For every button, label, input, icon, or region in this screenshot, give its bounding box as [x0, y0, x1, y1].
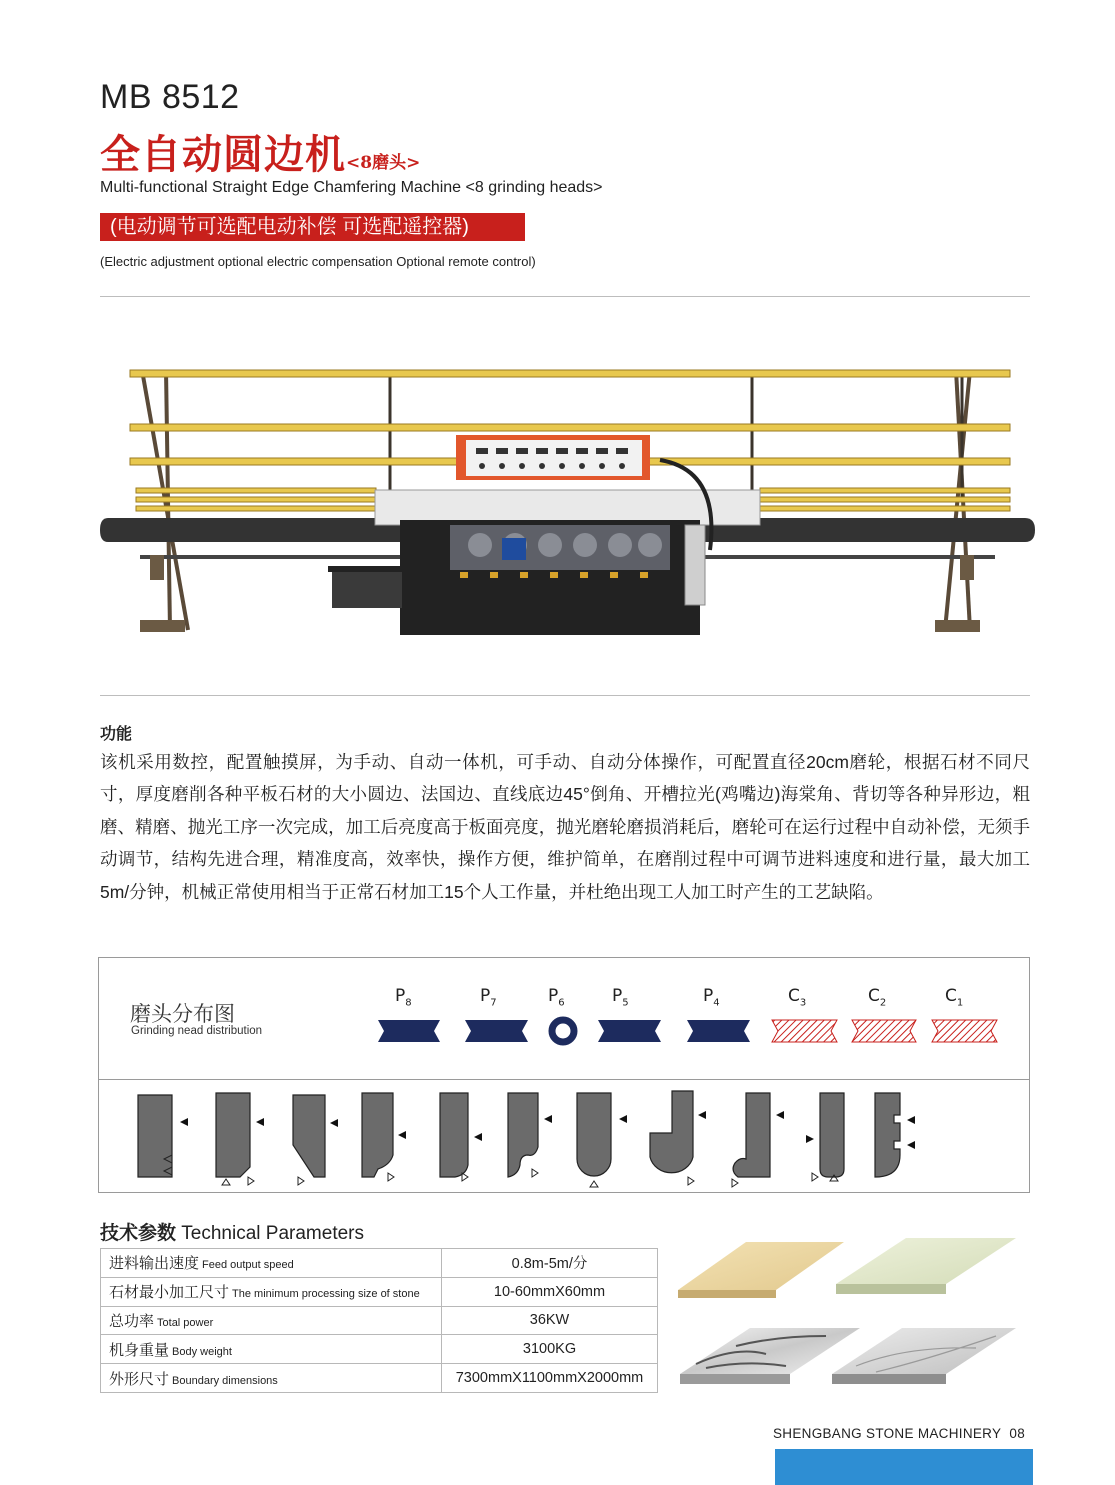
profile-11: [875, 1093, 900, 1177]
profile-7: [577, 1093, 611, 1176]
head-label-c1: [945, 986, 963, 1008]
edge-profiles: [110, 1085, 1020, 1190]
machine-photo: [100, 340, 1035, 650]
param-label: [101, 1364, 442, 1393]
tech-title-en: Technical Parameters: [181, 1223, 364, 1244]
page-number: 08: [1009, 1426, 1026, 1441]
param-value: 7300mmX1100mmX2000mm: [442, 1364, 658, 1393]
machine-housing: [375, 490, 760, 525]
head-number: 5: [622, 997, 629, 1009]
profile-3: [293, 1095, 325, 1177]
grinding-panel-divider: [98, 1079, 1030, 1080]
head-label-p7: [480, 986, 497, 1008]
brand-name: SHENGBANG STONE MACHINERY: [773, 1426, 1002, 1441]
profile-8: [650, 1091, 693, 1173]
grinding-title-en: Grinding nead distribution: [131, 1025, 263, 1037]
sample-slabs: [676, 1236, 1021, 1396]
divider-middle: [100, 695, 1030, 696]
wheel-p7: [465, 1020, 528, 1042]
model-number: MB 8512: [100, 78, 240, 116]
params-table: [100, 1248, 658, 1393]
table-row: [101, 1249, 658, 1278]
param-value: 36KW: [442, 1306, 658, 1335]
head-label-c2: [868, 986, 886, 1008]
profile-5: [440, 1093, 468, 1177]
param-label: [101, 1306, 442, 1335]
head-label-p8: [395, 986, 412, 1008]
head-letter: P: [395, 986, 406, 1006]
wheel-c2: [852, 1020, 916, 1042]
profile-2: [216, 1093, 250, 1177]
head-letter: P: [548, 986, 559, 1006]
profile-9: [733, 1093, 770, 1177]
motor: [332, 572, 402, 608]
slab-marble-light: [832, 1328, 1016, 1374]
function-title: 功能: [100, 726, 133, 743]
tech-title-cn: 技术参数: [100, 1223, 177, 1244]
table-row: [101, 1364, 658, 1393]
param-cn: 总功率: [109, 1312, 155, 1330]
param-value: 3100KG: [442, 1335, 658, 1364]
param-en: The minimum processing size of stone: [232, 1288, 420, 1301]
param-value: 10-60mmX60mm: [442, 1277, 658, 1306]
table-row: [101, 1277, 658, 1306]
head-label-c3: [788, 986, 806, 1008]
footer-blue-bar: [775, 1449, 1033, 1485]
head-number: 4: [713, 997, 720, 1009]
wheel-c3: [772, 1020, 837, 1042]
param-en: Boundary dimensions: [172, 1374, 278, 1387]
title-cn-main: 全自动圆边机: [100, 131, 346, 178]
head-letter: C: [945, 986, 957, 1006]
head-label-p6: [548, 986, 565, 1008]
wheel-c1: [932, 1020, 997, 1042]
param-en: Feed output speed: [202, 1259, 294, 1272]
head-number: 3: [799, 997, 807, 1009]
head-number: 7: [490, 997, 497, 1009]
head-number: 8: [405, 997, 412, 1009]
slab-green: [836, 1238, 1016, 1284]
param-cn: 机身重量: [109, 1341, 170, 1359]
head-label-p5: [612, 986, 629, 1008]
param-label: [101, 1277, 442, 1306]
profile-10: [820, 1093, 844, 1177]
param-cn: 石材最小加工尺寸: [109, 1284, 230, 1302]
function-description: 该机采用数控，配置触摸屏，为手动、自动一体机，可手动、自动分体操作，可配置直径20cm磨轮，根据石材不同尺寸，厚度磨削各种平板石材的大小圆边、法国边、直线底边45°倒角、开槽拉光(鸡嘴边)海棠角、背切等各种异形边，粗磨、精磨、抛光工序一次完成，加工后亮度高于板面亮度，抛光磨轮磨损消耗后，磨轮可在运行过程中自动补偿，无须手动调节，结构先进合理，精准度高，效率快，操作方便，维护简单，在磨削过程中可调节进料速度和进行量，最大加工5m/分钟，机械正常使用相当于正常石材加工15个人工作量，并杜绝出现工人加工时产生的工艺缺陷。: [100, 752, 1030, 902]
tech-title: [100, 1218, 364, 1245]
options-badge-cn: (电动调节可选配电动补偿 可选配遥控器): [100, 213, 525, 241]
table-row: [101, 1306, 658, 1335]
ring-p6: [552, 1020, 574, 1042]
head-letter: C: [788, 986, 800, 1006]
param-cn: 进料输出速度: [109, 1255, 200, 1273]
product-title-en: Multi-functional Straight Edge Chamfering Machine <8 grinding heads>: [100, 179, 603, 196]
wheel-p5: [598, 1020, 661, 1042]
wheel-p4: [687, 1020, 750, 1042]
grinding-title-cn: 磨头分布图: [130, 1003, 235, 1026]
profile-4: [362, 1093, 393, 1177]
param-label: [101, 1335, 442, 1364]
grinding-heads-row: [370, 1014, 1010, 1048]
param-label: [101, 1249, 442, 1278]
profile-1: [138, 1095, 172, 1177]
product-title-cn: [100, 123, 420, 180]
title-cn-suffix: <8磨头>: [346, 153, 421, 173]
head-number: 6: [558, 997, 565, 1009]
head-letter: P: [480, 986, 491, 1006]
head-letter: C: [868, 986, 880, 1006]
head-letter: P: [703, 986, 714, 1006]
head-label-p4: [703, 986, 720, 1008]
head-number: 2: [879, 997, 887, 1009]
param-en: Body weight: [172, 1345, 232, 1358]
slab-beige: [678, 1242, 844, 1290]
head-letter: P: [612, 986, 623, 1006]
table-row: [101, 1335, 658, 1364]
profile-6: [508, 1093, 538, 1177]
param-value: 0.8m-5m/分: [442, 1249, 658, 1278]
param-cn: 外形尺寸: [109, 1370, 170, 1388]
wheel-p8: [378, 1020, 440, 1042]
param-en: Total power: [157, 1316, 214, 1329]
divider-top: [100, 296, 1030, 297]
head-number: 1: [956, 997, 964, 1009]
footer-brand: [773, 1426, 1025, 1441]
options-en: (Electric adjustment optional electric compensation Optional remote control): [100, 254, 536, 269]
